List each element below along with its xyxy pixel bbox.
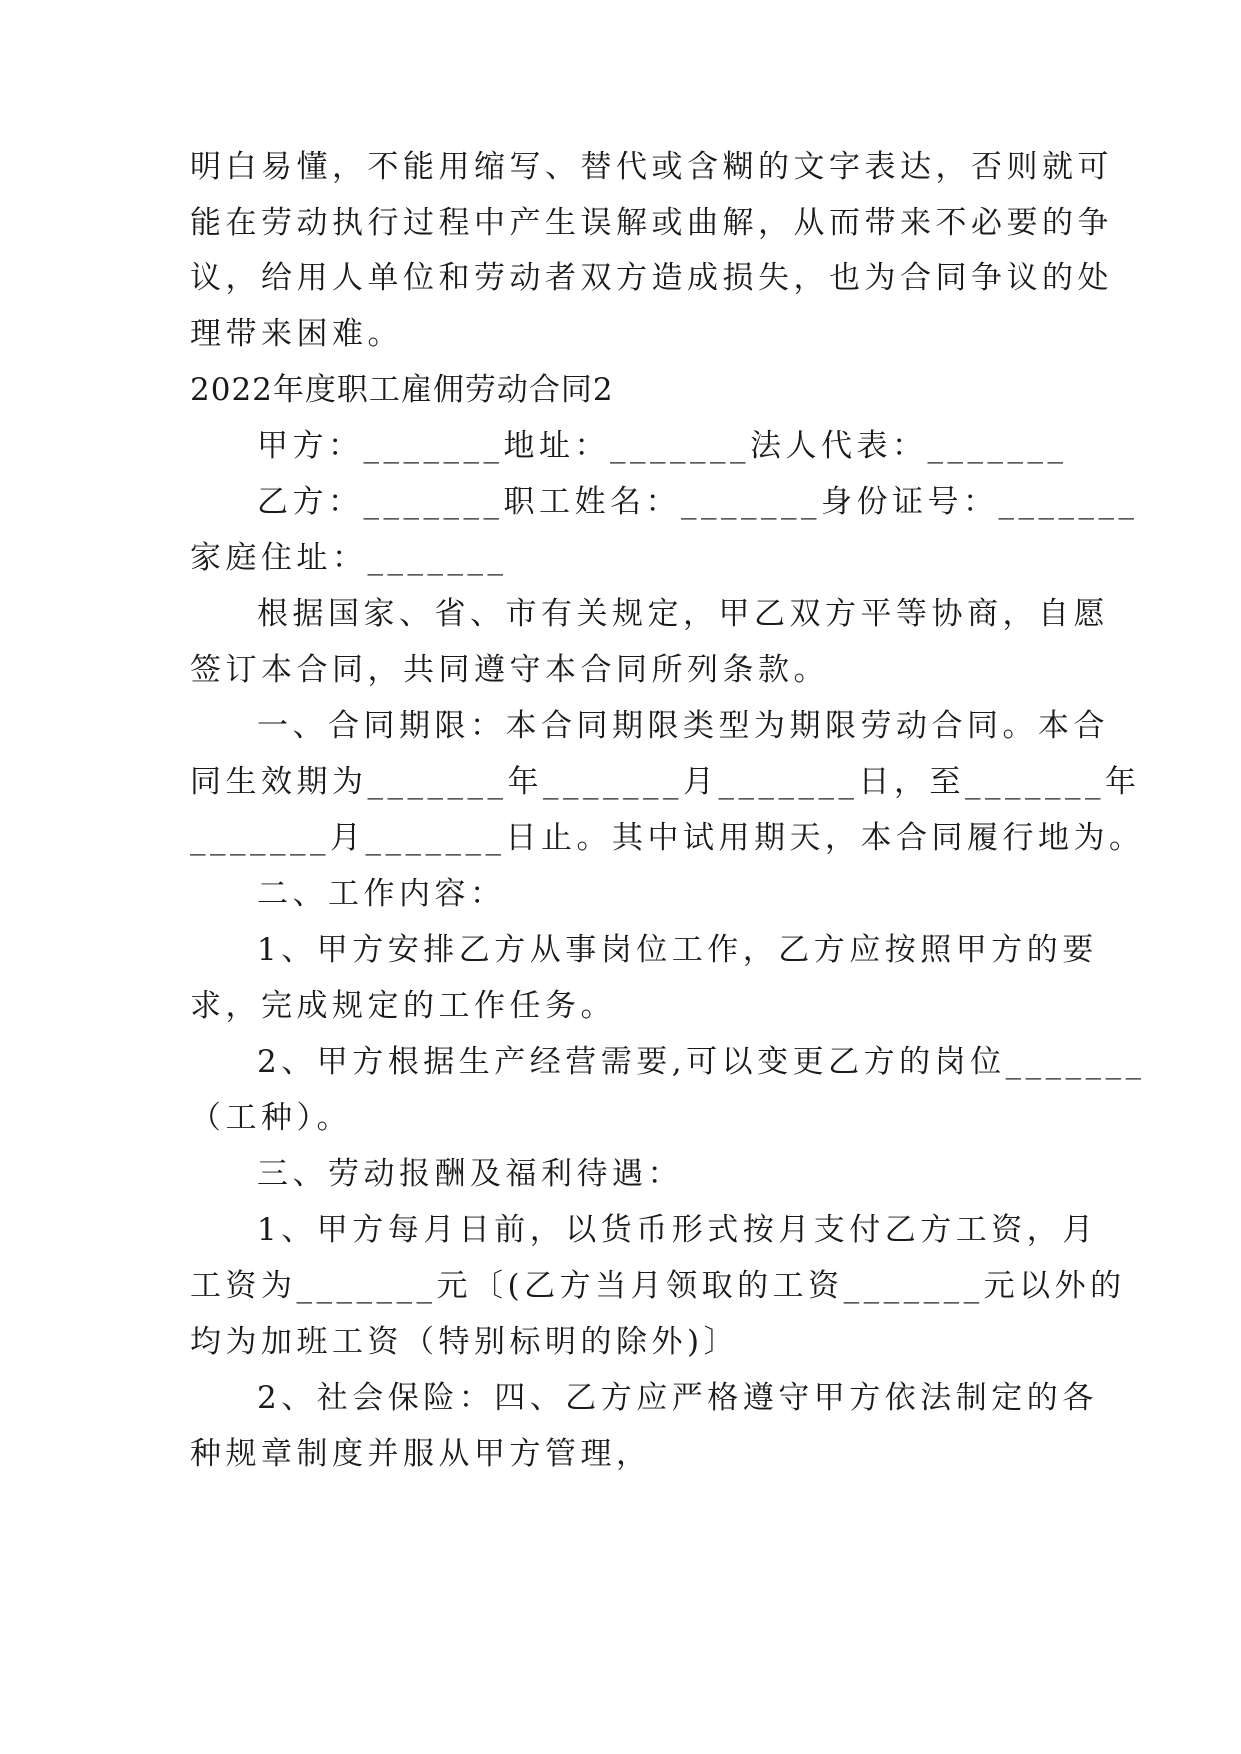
body-text-line: 能在劳动执行过程中产生误解或曲解，从而带来不必要的争 (190, 205, 1113, 241)
clause-heading: 二、工作内容： (257, 876, 506, 912)
body-text-line: 种规章制度并服从甲方管理， (190, 1436, 652, 1472)
body-text-line: 明白易懂，不能用缩写、替代或含糊的文字表达，否则就可 (190, 149, 1113, 185)
clause-heading: 一、合同期限：本合同期限类型为期限劳动合同。本合 (257, 708, 1109, 744)
body-text-line: 根据国家、省、市有关规定，甲乙双方平等协商，自愿 (257, 596, 1109, 632)
body-text-line: （工种）。 (190, 1100, 352, 1136)
section-title: 2022年度职工雇佣劳动合同2 (190, 372, 614, 408)
body-text-line: 签订本合同，共同遵守本合同所列条款。 (190, 652, 829, 688)
party-a-line: 甲方：_______地址：_______法人代表：_______ (257, 428, 1068, 464)
clause-heading: 三、劳动报酬及福利待遇： (257, 1156, 683, 1192)
body-text-line: 1、甲方安排乙方从事岗位工作，乙方应按照甲方的要 (257, 932, 1098, 968)
body-text-line: 2、甲方根据生产经营需要,可以变更乙方的岗位_______ (257, 1044, 1146, 1080)
body-text-line: 1、甲方每月日前，以货币形式按月支付乙方工资，月 (257, 1212, 1098, 1248)
party-b-line: 乙方：_______职工姓名：_______身份证号：_______ (257, 484, 1139, 520)
body-text-line: _______月_______日止。其中试用期天，本合同履行地为。 (190, 820, 1145, 856)
body-text-line: 均为加班工资（特别标明的除外)〕 (190, 1324, 740, 1360)
body-text-line: 议，给用人单位和劳动者双方造成损失，也为合同争议的处 (190, 260, 1113, 296)
body-text-line: 理带来困难。 (190, 316, 403, 352)
home-address-line: 家庭住址：_______ (190, 540, 508, 576)
body-text-line: 2、社会保险：四、乙方应严格遵守甲方依法制定的各 (257, 1380, 1098, 1416)
body-text-line: 求，完成规定的工作任务。 (190, 988, 616, 1024)
body-text-line: 工资为_______元〔(乙方当月领取的工资_______元以外的 (190, 1268, 1126, 1304)
body-text-line: 同生效期为_______年_______月_______日，至_______年 (190, 764, 1141, 800)
